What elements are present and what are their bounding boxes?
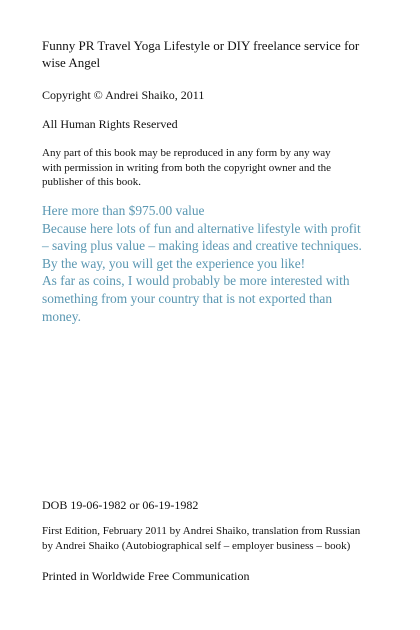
printed-statement: Printed in Worldwide Free Communication bbox=[42, 569, 250, 583]
rights-statement: All Human Rights Reserved bbox=[42, 117, 178, 131]
date-of-birth: DOB 19-06-1982 or 06-19-1982 bbox=[42, 498, 199, 512]
promo-line-6: something from your country that is not exported than bbox=[42, 290, 333, 306]
copyright-notice: Copyright © Andrei Shaiko, 2011 bbox=[42, 88, 205, 102]
permission-line-1: Any part of this book may be reproduced in any form by any way bbox=[42, 147, 331, 159]
edition-line-1: First Edition, February 2011 by Andrei Shaiko, translation from Russian bbox=[42, 525, 361, 537]
permission-paragraph bbox=[42, 146, 382, 190]
book-title-line-1: Funny PR Travel Yoga Lifestyle or DIY freelance service for bbox=[42, 38, 360, 53]
book-title-line-2: wise Angel bbox=[42, 55, 101, 70]
promo-line-3: – saving plus value – making ideas and creative techniques. bbox=[42, 238, 362, 254]
edition-info bbox=[42, 524, 392, 554]
edition-line-2: by Andrei Shaiko (Autobiographical self – employer business – book) bbox=[42, 540, 351, 552]
promo-line-2: Because here lots of fun and alternative lifestyle with profit bbox=[42, 220, 361, 236]
promo-paragraph bbox=[42, 202, 387, 325]
promo-line-7: money. bbox=[42, 308, 81, 324]
promo-line-5: As far as coins, I would probably be more interested with bbox=[42, 273, 350, 289]
permission-line-3: publisher of this book. bbox=[42, 176, 141, 188]
promo-line-1: Here more than $975.00 value bbox=[42, 203, 205, 218]
promo-line-4: By the way, you will get the experience you like! bbox=[42, 255, 306, 271]
permission-line-2: with permission in writing from both the copyright owner and the bbox=[42, 161, 332, 174]
book-title bbox=[42, 37, 382, 71]
